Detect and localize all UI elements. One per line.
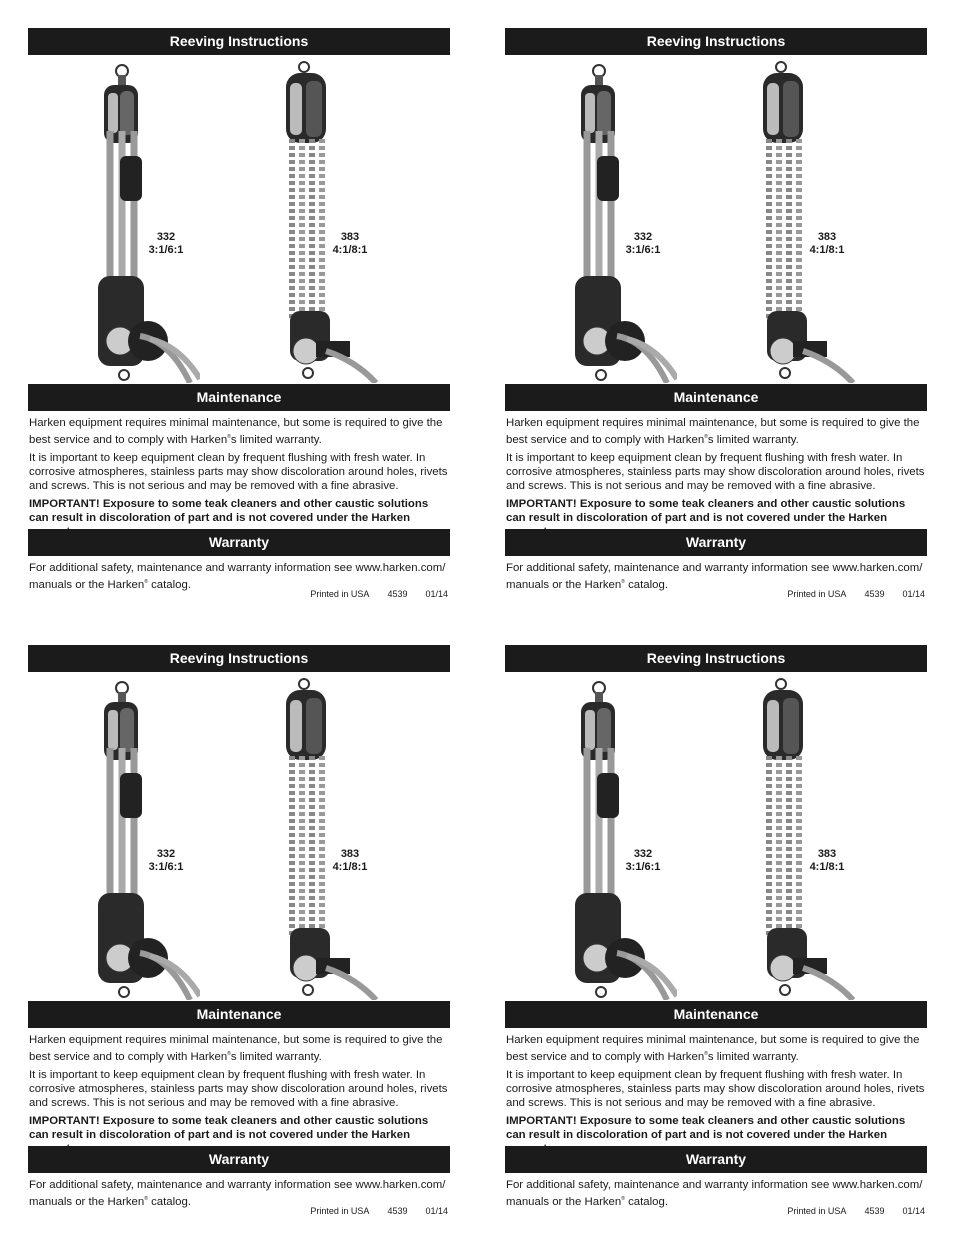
block-332-ratio: 3:1/6:1 — [625, 861, 661, 873]
maintenance-p1-end: s limited warranty. — [707, 433, 799, 446]
reeving-diagram — [505, 678, 927, 1000]
warranty-text — [29, 561, 449, 592]
maintenance-text — [506, 1033, 926, 1160]
block-332-label — [617, 231, 669, 257]
registered-mark: ® — [704, 434, 708, 440]
reeving-diagram — [28, 61, 450, 383]
warranty-text-end: catalog. — [624, 1195, 668, 1208]
maintenance-paragraph-1 — [506, 1033, 926, 1064]
block-332-illustration — [90, 678, 200, 1000]
reeving-instructions-header: Reeving Instructions — [28, 645, 450, 672]
block-383-ratio: 4:1/8:1 — [809, 244, 845, 256]
block-332-ratio: 3:1/6:1 — [625, 244, 661, 256]
maintenance-important: IMPORTANT! Exposure to some teak cleaners and other caustic solutions can result in discoloration of part and is not covered under the Harken — [506, 497, 906, 524]
block-383-label — [801, 848, 853, 874]
warranty-text-end: catalog. — [147, 578, 191, 591]
warranty-text-start: For additional safety, maintenance and warranty information see www.harken.com/ manuals or the Harken — [29, 1179, 446, 1208]
warranty-text-start: For additional safety, maintenance and warranty information see www.harken.com/ manuals or the Harken — [506, 562, 923, 591]
footer — [292, 589, 448, 599]
block-383-label — [324, 848, 376, 874]
maintenance-p1-end: s limited warranty. — [230, 1050, 322, 1063]
printed-in: Printed in USA — [787, 1206, 847, 1216]
printed-in: Printed in USA — [787, 589, 847, 599]
maintenance-important: IMPORTANT! Exposure to some teak cleaners and other caustic solutions can result in discoloration of part and is not covered under the Harken — [29, 1114, 429, 1141]
maintenance-paragraph-2: It is important to keep equipment clean by frequent flushing with fresh water. In corrosive atmospheres, stainless parts may show discoloration around holes, rivets and screws. This is not serious and may be removed with a fine abrasive. — [506, 1068, 925, 1109]
maintenance-paragraph-1 — [29, 416, 449, 447]
warranty-text-start: For additional safety, maintenance and warranty information see www.harken.com/ manuals or the Harken — [506, 1179, 923, 1208]
block-383-illustration — [753, 61, 863, 383]
reeving-diagram — [505, 61, 927, 383]
maintenance-p1-start: Harken equipment requires minimal maintenance, but some is required to give the best service and to comply with Harken — [29, 1034, 443, 1063]
block-383-ratio: 4:1/8:1 — [332, 244, 368, 256]
block-332-model: 332 — [633, 848, 653, 860]
block-383-illustration — [276, 61, 386, 383]
print-date: 01/14 — [425, 1206, 448, 1216]
warranty-header: Warranty — [505, 1146, 927, 1173]
print-date: 01/14 — [902, 589, 925, 599]
maintenance-header: Maintenance — [28, 384, 450, 411]
maintenance-p1-start: Harken equipment requires minimal maintenance, but some is required to give the best service and to comply with Harken — [506, 1034, 920, 1063]
block-332-model: 332 — [156, 848, 176, 860]
block-332-ratio: 3:1/6:1 — [148, 861, 184, 873]
instruction-card-4 — [505, 645, 927, 1235]
block-383-label — [801, 231, 853, 257]
maintenance-text — [29, 1033, 449, 1160]
registered-mark: ® — [144, 579, 148, 585]
warranty-header: Warranty — [28, 1146, 450, 1173]
warranty-text-end: catalog. — [147, 1195, 191, 1208]
reeving-instructions-header: Reeving Instructions — [505, 28, 927, 55]
block-332-label — [617, 848, 669, 874]
maintenance-header: Maintenance — [28, 1001, 450, 1028]
maintenance-paragraph-1 — [506, 416, 926, 447]
registered-mark: ® — [621, 1196, 625, 1202]
instruction-card-3 — [28, 645, 450, 1235]
block-383-ratio: 4:1/8:1 — [332, 861, 368, 873]
block-332-label — [140, 848, 192, 874]
block-383-model: 383 — [817, 231, 837, 243]
print-date: 01/14 — [902, 1206, 925, 1216]
warranty-text — [29, 1178, 449, 1209]
maintenance-paragraph-2: It is important to keep equipment clean by frequent flushing with fresh water. In corrosive atmospheres, stainless parts may show discoloration around holes, rivets and screws. This is not serious and may be removed with a fine abrasive. — [29, 451, 448, 492]
warranty-text — [506, 561, 926, 592]
block-383-label — [324, 231, 376, 257]
maintenance-important: IMPORTANT! Exposure to some teak cleaners and other caustic solutions can result in discoloration of part and is not covered under the Harken — [29, 497, 429, 524]
footer — [292, 1206, 448, 1216]
registered-mark: ® — [704, 1051, 708, 1057]
reeving-instructions-header: Reeving Instructions — [505, 645, 927, 672]
maintenance-paragraph-2: It is important to keep equipment clean by frequent flushing with fresh water. In corrosive atmospheres, stainless parts may show discoloration around holes, rivets and screws. This is not serious and may be removed with a fine abrasive. — [29, 1068, 448, 1109]
reeving-diagram — [28, 678, 450, 1000]
warranty-header: Warranty — [505, 529, 927, 556]
reeving-instructions-header: Reeving Instructions — [28, 28, 450, 55]
part-code: 4539 — [387, 1206, 408, 1216]
block-383-model: 383 — [340, 231, 360, 243]
maintenance-header: Maintenance — [505, 1001, 927, 1028]
maintenance-paragraph-2: It is important to keep equipment clean by frequent flushing with fresh water. In corrosive atmospheres, stainless parts may show discoloration around holes, rivets and screws. This is not serious and may be removed with a fine abrasive. — [506, 451, 925, 492]
part-code: 4539 — [864, 589, 885, 599]
block-332-model: 332 — [633, 231, 653, 243]
block-383-model: 383 — [817, 848, 837, 860]
warranty-text-end: catalog. — [624, 578, 668, 591]
block-383-model: 383 — [340, 848, 360, 860]
maintenance-p1-end: s limited warranty. — [707, 1050, 799, 1063]
maintenance-important: IMPORTANT! Exposure to some teak cleaners and other caustic solutions can result in discoloration of part and is not covered under the Harken — [506, 1114, 906, 1141]
footer — [769, 589, 925, 599]
block-383-illustration — [276, 678, 386, 1000]
maintenance-header: Maintenance — [505, 384, 927, 411]
registered-mark: ® — [621, 579, 625, 585]
registered-mark: ® — [227, 434, 231, 440]
block-332-model: 332 — [156, 231, 176, 243]
block-332-illustration — [567, 61, 677, 383]
instruction-card-1 — [28, 28, 450, 618]
block-383-illustration — [753, 678, 863, 1000]
part-code: 4539 — [864, 1206, 885, 1216]
maintenance-text — [506, 416, 926, 543]
maintenance-p1-end: s limited warranty. — [230, 433, 322, 446]
block-383-ratio: 4:1/8:1 — [809, 861, 845, 873]
maintenance-text — [29, 416, 449, 543]
warranty-text-start: For additional safety, maintenance and warranty information see www.harken.com/ manuals or the Harken — [29, 562, 446, 591]
maintenance-p1-start: Harken equipment requires minimal maintenance, but some is required to give the best service and to comply with Harken — [506, 417, 920, 446]
printed-in: Printed in USA — [310, 589, 370, 599]
maintenance-p1-start: Harken equipment requires minimal maintenance, but some is required to give the best service and to comply with Harken — [29, 417, 443, 446]
printed-in: Printed in USA — [310, 1206, 370, 1216]
block-332-ratio: 3:1/6:1 — [148, 244, 184, 256]
block-332-label — [140, 231, 192, 257]
warranty-text — [506, 1178, 926, 1209]
footer — [769, 1206, 925, 1216]
block-332-illustration — [90, 61, 200, 383]
registered-mark: ® — [144, 1196, 148, 1202]
instruction-card-2 — [505, 28, 927, 618]
part-code: 4539 — [387, 589, 408, 599]
registered-mark: ® — [227, 1051, 231, 1057]
block-332-illustration — [567, 678, 677, 1000]
warranty-header: Warranty — [28, 529, 450, 556]
maintenance-paragraph-1 — [29, 1033, 449, 1064]
print-date: 01/14 — [425, 589, 448, 599]
